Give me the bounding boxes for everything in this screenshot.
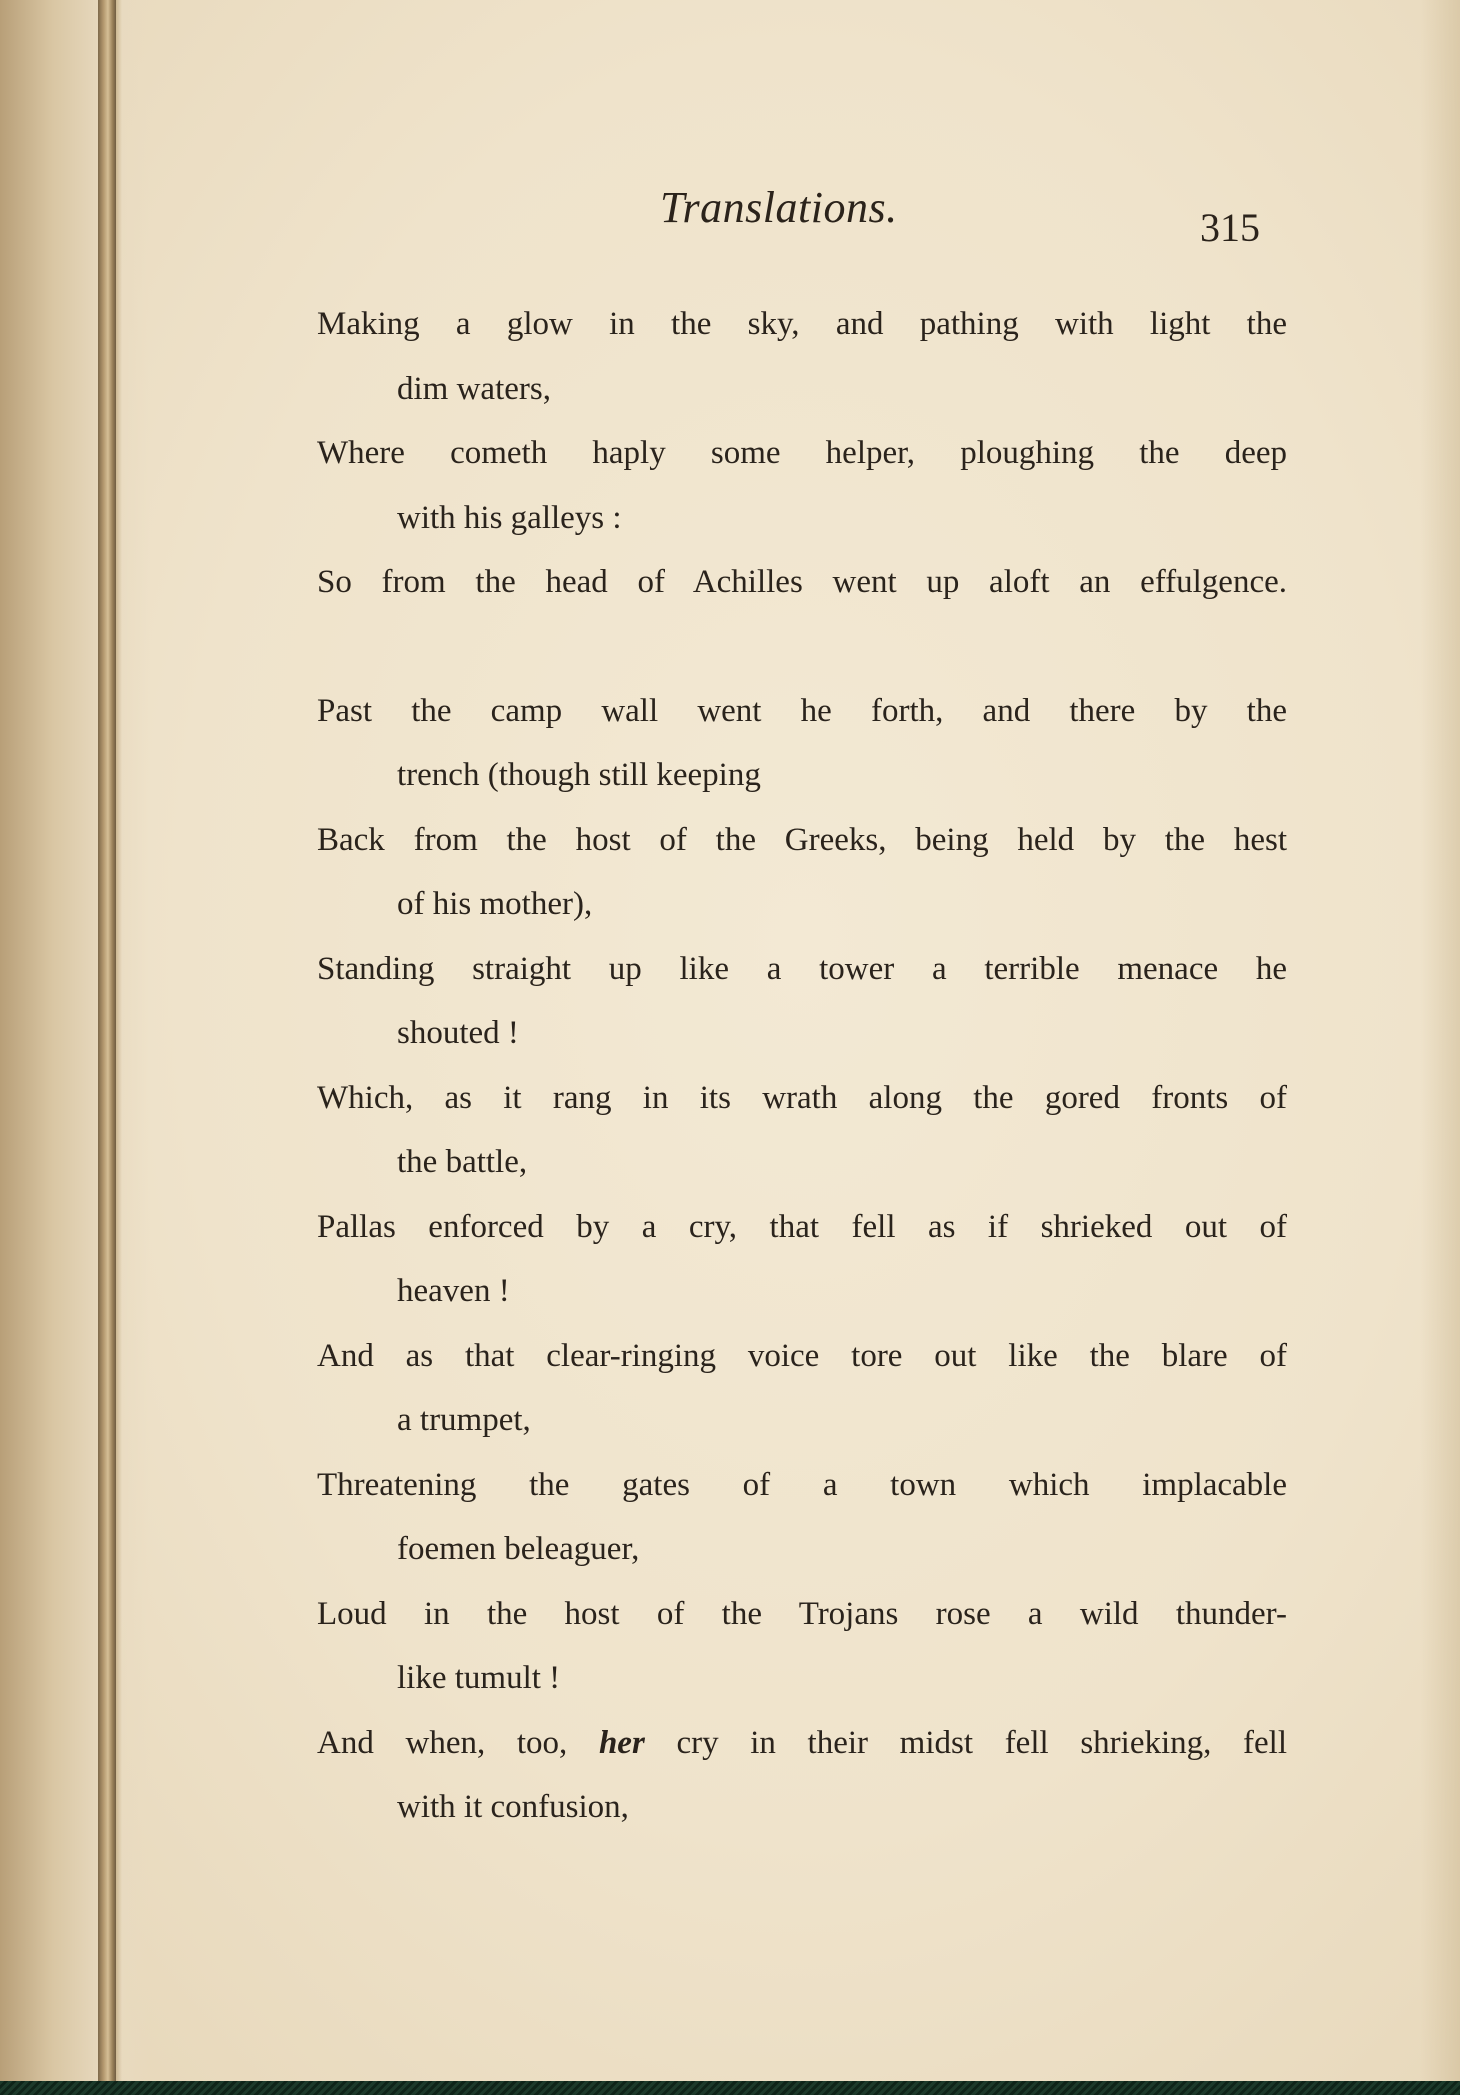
verse-line-continuation: shouted ! bbox=[397, 1015, 519, 1051]
verse-line: Loud in the host of the Trojans rose a wild thunder- bbox=[317, 1595, 1287, 1632]
verse-body bbox=[317, 292, 1287, 1840]
verse-line: Threatening the gates of a town which implacable bbox=[317, 1466, 1287, 1503]
verse-line-continuation: with his galleys : bbox=[397, 499, 622, 536]
verse-line-continuation: trench (though still keeping bbox=[397, 757, 761, 793]
verse-line-continuation: heaven ! bbox=[397, 1273, 510, 1309]
verse-line: Which, as it rang in its wrath along the gored fronts of bbox=[317, 1079, 1287, 1116]
verse-line-continuation: foemen beleaguer, bbox=[397, 1531, 640, 1567]
stanza-break bbox=[317, 615, 1287, 679]
emphasized-word: her bbox=[598, 1724, 645, 1761]
verse-line: So from the head of Achilles went up aloft an effulgence. bbox=[317, 564, 1287, 600]
verse-line: Past the camp wall went he forth, and there by the bbox=[317, 692, 1287, 729]
running-title: Translations. bbox=[660, 183, 898, 232]
page-edge-shadow bbox=[1420, 0, 1460, 2095]
verse-line: Pallas enforced by a cry, that fell as if shrieked out of bbox=[317, 1208, 1287, 1245]
verse-line: Where cometh haply some helper, ploughing the deep bbox=[317, 435, 1287, 471]
verse-line-continuation: of his mother), bbox=[397, 886, 593, 922]
verse-line-continuation: the battle, bbox=[397, 1144, 528, 1180]
verse-line-continuation: dim waters, bbox=[397, 370, 551, 407]
verse-line bbox=[317, 1711, 1287, 1776]
verse-line-continuation: with it confusion, bbox=[397, 1789, 629, 1825]
book-binding-thread bbox=[98, 0, 116, 2095]
verse-text: And when, too, bbox=[317, 1724, 599, 1761]
verse-line-continuation: a trumpet, bbox=[397, 1402, 531, 1438]
verse-line: Making a glow in the sky, and pathing with light the bbox=[317, 306, 1287, 342]
page-number: 315 bbox=[1200, 205, 1260, 250]
verse-line-continuation: like tumult ! bbox=[397, 1660, 561, 1696]
binding-edge-shadow bbox=[116, 0, 122, 2095]
verse-line: Back from the host of the Greeks, being held by the hest bbox=[317, 821, 1287, 858]
verse-line: Standing straight up like a tower a terrible menace he bbox=[317, 950, 1287, 987]
verse-line: And as that clear-ringing voice tore out like the blare of bbox=[317, 1337, 1287, 1374]
verse-text: cry in their midst fell shrieking, fell bbox=[644, 1724, 1288, 1761]
scan-bottom-edge bbox=[0, 2081, 1460, 2095]
page-gutter bbox=[0, 0, 150, 2095]
